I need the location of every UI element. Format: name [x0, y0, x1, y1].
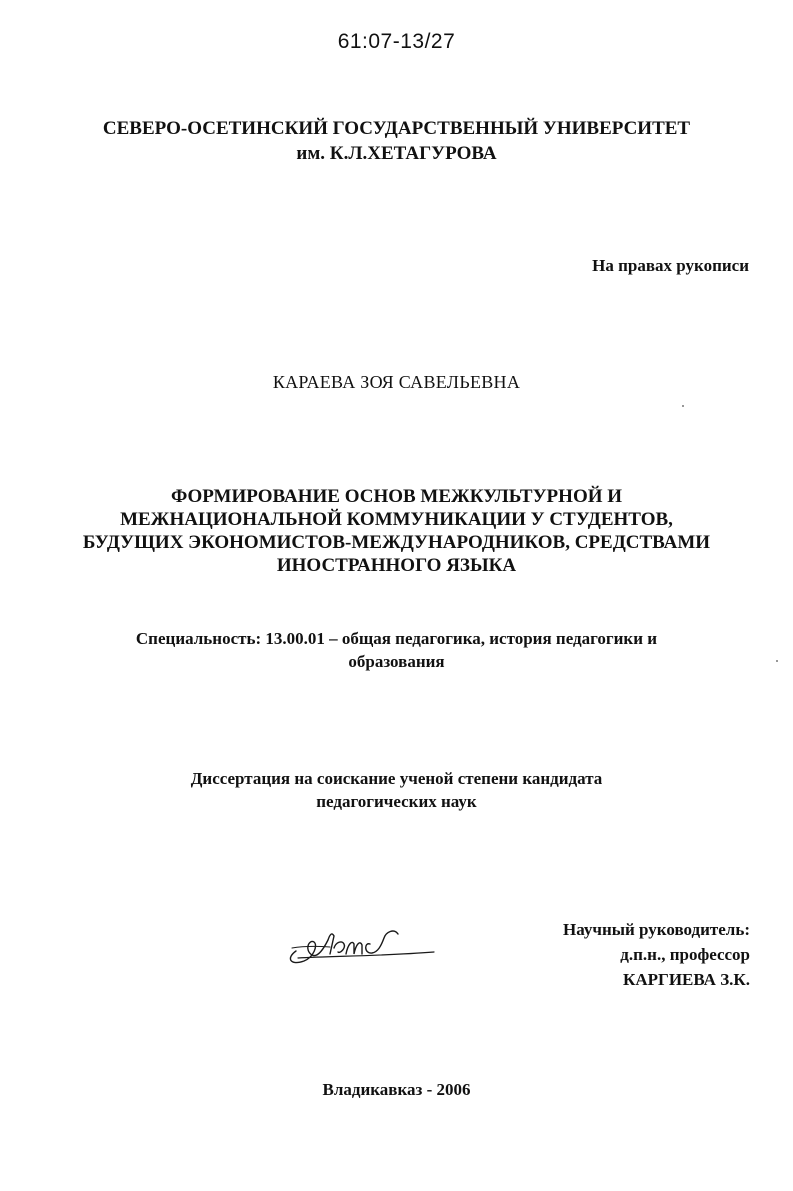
- scan-speck: [776, 660, 778, 662]
- degree-line: педагогических наук: [316, 792, 477, 811]
- title-line: БУДУЩИХ ЭКОНОМИСТОВ-МЕЖДУНАРОДНИКОВ, СРЕДСТВАМИ: [82, 532, 711, 553]
- author-name: КАРАЕВА ЗОЯ САВЕЛЬЕВНА: [272, 372, 521, 392]
- supervisor-name: КАРГИЕВА З.К.: [623, 970, 750, 989]
- supervisor-rank: д.п.н., профессор: [620, 945, 750, 964]
- manuscript-note: На правах рукописи: [592, 256, 749, 275]
- scan-speck: [682, 405, 684, 407]
- university-named-after: им. К.Л.ХЕТАГУРОВА: [296, 143, 497, 164]
- title-line: МЕЖНАЦИОНАЛЬНОЙ КОММУНИКАЦИИ У СТУДЕНТОВ,: [120, 509, 673, 530]
- university-name: СЕВЕРО-ОСЕТИНСКИЙ ГОСУДАРСТВЕННЫЙ УНИВЕРСИТЕТ: [102, 118, 691, 139]
- title-line: ФОРМИРОВАНИЕ ОСНОВ МЕЖКУЛЬТУРНОЙ И: [170, 486, 623, 507]
- city-year: Владикавказ - 2006: [322, 1080, 471, 1099]
- supervisor-role: Научный руководитель:: [563, 920, 750, 939]
- university-heading: [0, 116, 793, 166]
- degree-line: Диссертация на соискание ученой степени кандидата: [190, 769, 603, 788]
- specialty-line: Специальность: 13.00.01 – общая педагогика, история педагогики и: [135, 629, 658, 648]
- specialty: [0, 627, 793, 673]
- title-line: ИНОСТРАННОГО ЯЗЫКА: [276, 555, 517, 576]
- signature-image: [284, 918, 439, 968]
- dissertation-title: [0, 485, 793, 577]
- degree-statement: [0, 767, 793, 813]
- supervisor-block: [563, 917, 750, 992]
- catalog-number: 61:07-13/27: [337, 30, 456, 53]
- specialty-line: образования: [348, 652, 445, 671]
